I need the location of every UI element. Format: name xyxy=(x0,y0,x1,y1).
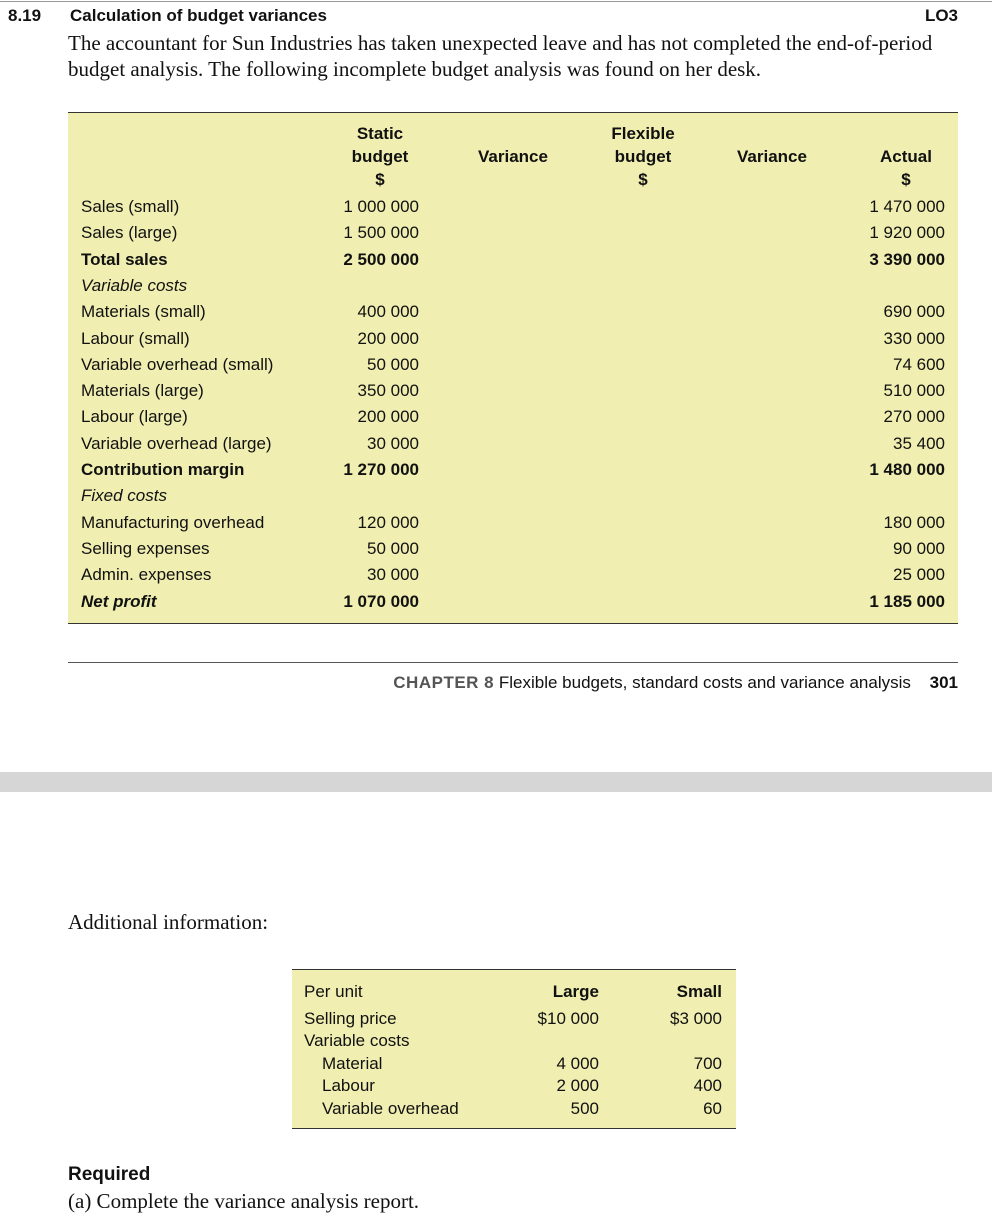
table-row xyxy=(68,536,958,562)
row-label: Labour (large) xyxy=(81,407,188,427)
row-label: Total sales xyxy=(81,249,168,269)
question-heading xyxy=(8,6,958,26)
unit-info-header-row xyxy=(292,981,736,1003)
actual-value: 510 000 xyxy=(883,381,945,401)
unit-info-large: 2 000 xyxy=(556,1076,599,1095)
static-budget-value: 1 500 000 xyxy=(343,223,419,243)
table-row xyxy=(68,510,958,536)
static-budget-value: 350 000 xyxy=(357,381,419,401)
footer-rule xyxy=(68,662,958,663)
static-budget-value: 50 000 xyxy=(367,354,419,374)
table-row xyxy=(68,273,958,299)
col-small: Small xyxy=(676,982,722,1001)
table-row xyxy=(68,431,958,457)
col-per-unit: Per unit xyxy=(304,982,363,1001)
static-budget-value: 120 000 xyxy=(357,512,419,532)
unit-info-small: 60 xyxy=(703,1099,722,1118)
unit-info-row xyxy=(292,1053,736,1075)
actual-value: 25 000 xyxy=(893,565,945,585)
row-label: Variable overhead (large) xyxy=(81,433,272,453)
unit-info-row xyxy=(292,1098,736,1120)
unit-info-row xyxy=(292,1030,736,1052)
unit-info-row xyxy=(292,1075,736,1097)
header-variance-1: Variance xyxy=(478,147,548,166)
header-flexible-budget: Flexible budget $ xyxy=(611,124,675,189)
row-label: Fixed costs xyxy=(81,486,167,506)
actual-value: 180 000 xyxy=(883,512,945,532)
table-row xyxy=(68,562,958,588)
unit-info-large: 4 000 xyxy=(556,1054,599,1073)
page-number: 301 xyxy=(929,673,958,692)
actual-value: 270 000 xyxy=(883,407,945,427)
row-label: Materials (large) xyxy=(81,381,204,401)
row-label: Net profit xyxy=(81,591,157,611)
static-budget-value: 50 000 xyxy=(367,538,419,558)
unit-info-small: 400 xyxy=(693,1076,722,1095)
static-budget-value: 400 000 xyxy=(357,302,419,322)
row-label: Sales (large) xyxy=(81,223,178,243)
question-title: Calculation of budget variances xyxy=(70,6,327,25)
row-label: Variable overhead (small) xyxy=(81,354,274,374)
table-row xyxy=(68,378,958,404)
table-row xyxy=(68,326,958,352)
table-row xyxy=(68,247,958,273)
unit-info-label: Labour xyxy=(322,1076,375,1095)
actual-value: 90 000 xyxy=(893,538,945,558)
unit-info-label: Selling price xyxy=(304,1009,397,1028)
row-label: Materials (small) xyxy=(81,302,206,322)
unit-info-label: Variable overhead xyxy=(322,1099,459,1118)
table-row xyxy=(68,299,958,325)
footer-title: Flexible budgets, standard costs and variance analysis xyxy=(498,673,911,692)
header-static-budget: Static budget $ xyxy=(351,124,409,189)
question-number: 8.19 xyxy=(8,6,42,25)
row-label: Selling expenses xyxy=(81,538,210,558)
actual-value: 1 185 000 xyxy=(869,591,945,611)
row-label: Variable costs xyxy=(81,275,188,295)
row-label: Sales (small) xyxy=(81,197,180,216)
page-separator xyxy=(0,772,992,792)
actual-value: 1 470 000 xyxy=(869,197,945,216)
unit-info-small: 700 xyxy=(693,1054,722,1073)
row-label: Contribution margin xyxy=(81,460,245,479)
header-variance-2: Variance xyxy=(737,147,807,166)
table-row xyxy=(68,457,958,483)
row-label: Admin. expenses xyxy=(81,565,212,585)
static-budget-value: 200 000 xyxy=(357,407,419,427)
static-budget-value: 1 270 000 xyxy=(343,460,419,479)
page-footer xyxy=(68,673,958,693)
table-row xyxy=(68,220,958,246)
actual-value: 35 400 xyxy=(893,433,945,453)
required-part-a: (a) Complete the variance analysis report. xyxy=(68,1189,420,1213)
table-row xyxy=(68,352,958,378)
unit-info-label: Material xyxy=(322,1054,383,1073)
additional-info-heading: Additional information: xyxy=(68,910,269,934)
unit-info-small: $3 000 xyxy=(670,1009,722,1028)
static-budget-value: 1 070 000 xyxy=(343,591,419,611)
table-row xyxy=(68,483,958,509)
static-budget-value: 30 000 xyxy=(367,433,419,453)
question-intro: The accountant for Sun Industries has taken unexpected leave and has not completed the end-of-period budget analysis. The following incomplete budget analysis was found on her desk. xyxy=(68,31,933,81)
actual-value: 3 390 000 xyxy=(869,249,945,269)
actual-value: 330 000 xyxy=(883,328,945,348)
unit-info-row xyxy=(292,1008,736,1030)
actual-value: 1 480 000 xyxy=(869,460,945,479)
table-row xyxy=(68,589,958,615)
row-label: Manufacturing overhead xyxy=(81,512,265,532)
table-row xyxy=(68,194,958,220)
unit-info-large: 500 xyxy=(570,1099,599,1118)
footer-chapter: CHAPTER 8 xyxy=(393,673,495,692)
table-row xyxy=(68,404,958,430)
col-large: Large xyxy=(552,982,599,1001)
learning-objective: LO3 xyxy=(924,6,958,25)
actual-value: 690 000 xyxy=(883,302,945,322)
budget-table xyxy=(68,112,958,624)
static-budget-value: 200 000 xyxy=(357,328,419,348)
header-actual: Actual $ xyxy=(880,147,932,189)
unit-info-table xyxy=(292,969,736,1129)
top-rule xyxy=(0,1,992,2)
unit-info-large: $10 000 xyxy=(537,1009,599,1028)
required-heading: Required xyxy=(68,1164,151,1185)
actual-value: 1 920 000 xyxy=(869,223,945,243)
static-budget-value: 30 000 xyxy=(367,565,419,585)
unit-info-label: Variable costs xyxy=(304,1031,410,1050)
static-budget-value: 1 000 000 xyxy=(343,197,419,216)
row-label: Labour (small) xyxy=(81,328,190,348)
static-budget-value: 2 500 000 xyxy=(343,249,419,269)
actual-value: 74 600 xyxy=(893,354,945,374)
